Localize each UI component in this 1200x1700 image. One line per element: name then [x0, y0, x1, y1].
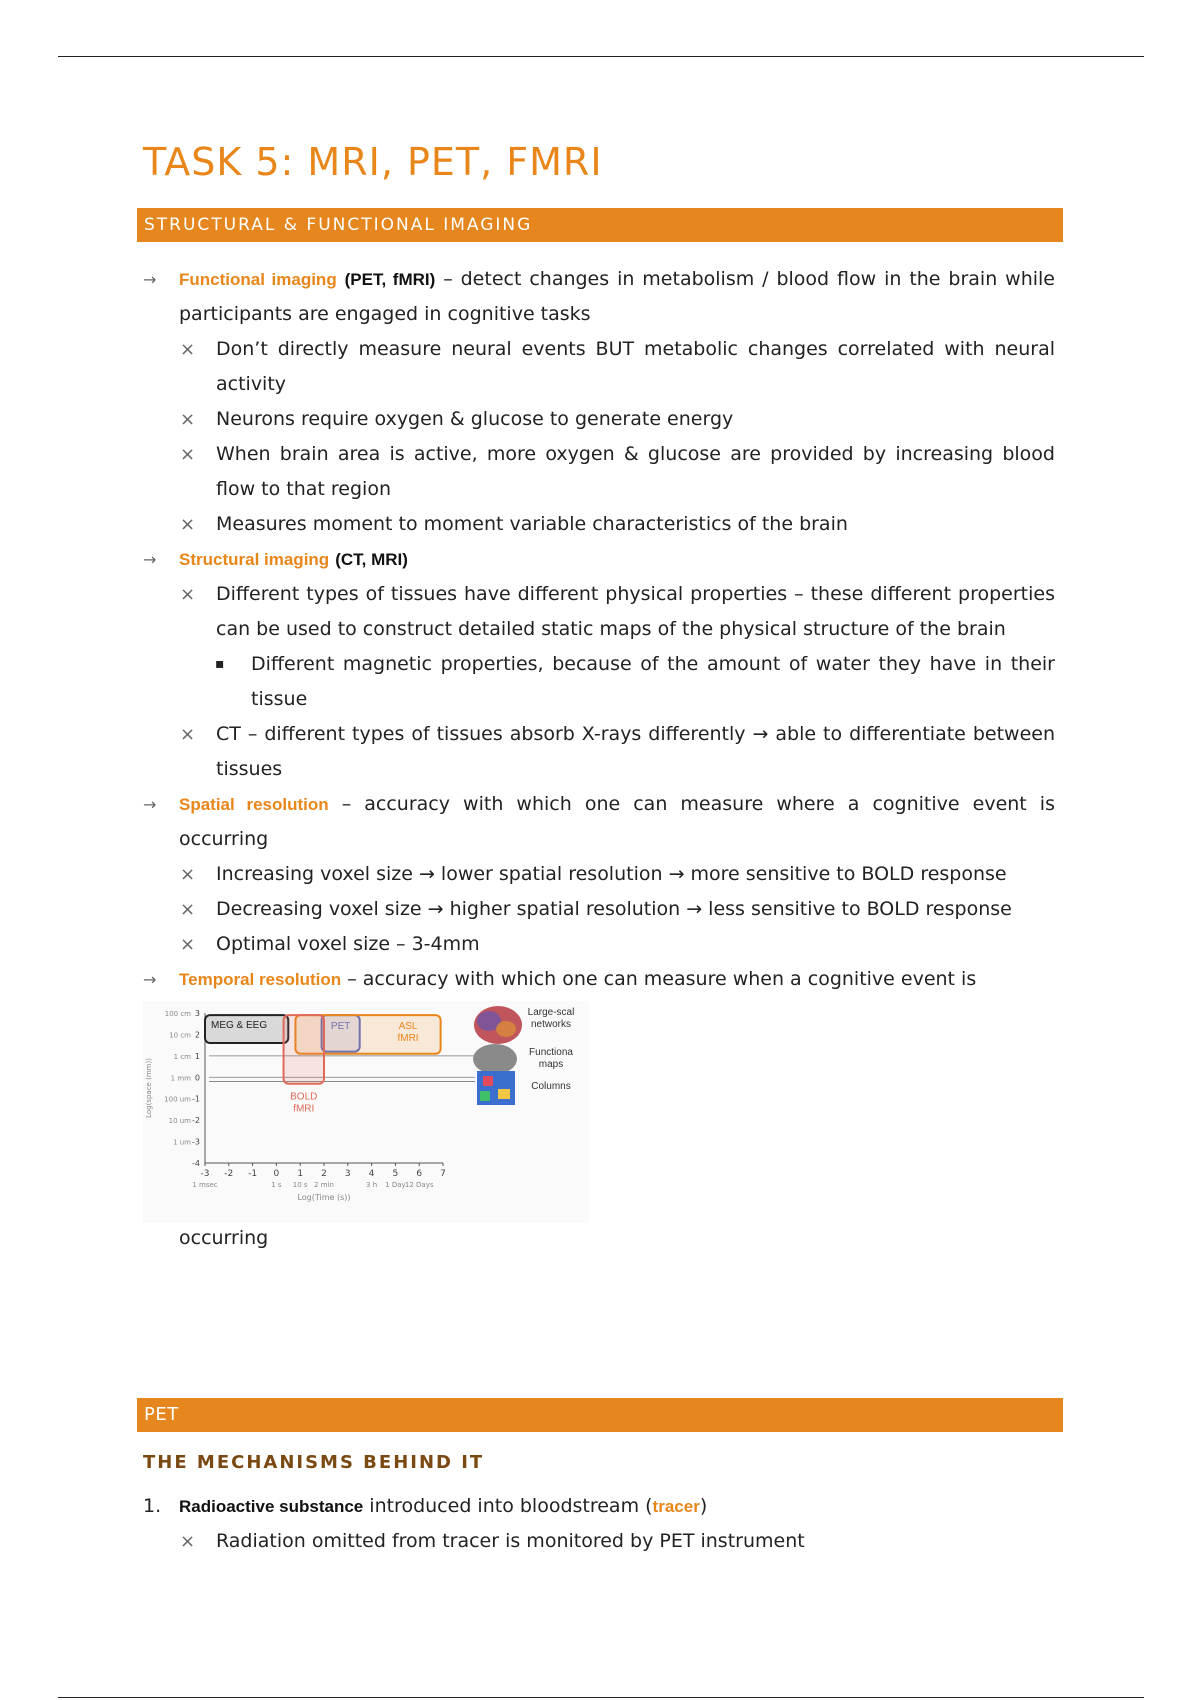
paren-structural: (CT, MRI) — [335, 550, 408, 569]
region-label: MEG & EEG — [211, 1020, 268, 1032]
list-subitem — [143, 437, 1055, 507]
columns-patch — [483, 1076, 493, 1086]
term-spatial: Spatial resolution — [179, 795, 329, 814]
list-item-functional — [143, 262, 1055, 332]
list-subitem — [143, 402, 1055, 437]
term-functional: Functional imaging — [179, 270, 337, 289]
arrow-icon: → — [143, 270, 157, 289]
step-text: introduced into bloodstream ( — [363, 1495, 653, 1517]
x-axis-label: Log(Time (s)) — [297, 1193, 351, 1202]
x-tick-label: 1 — [297, 1169, 304, 1179]
side-label: Columns — [531, 1081, 571, 1092]
imaging-content — [143, 262, 1055, 1253]
list-subitem — [143, 332, 1055, 402]
list-subitem — [143, 717, 1055, 787]
bullet-text: Different magnetic properties, because of the amount of water they have in their tissue — [251, 653, 1055, 710]
cross-icon: × — [180, 1531, 196, 1552]
x-tick-label: 3 — [344, 1169, 351, 1179]
brain-images — [473, 1006, 522, 1105]
list-subitem — [143, 892, 1055, 927]
term-tracer: tracer — [652, 1497, 700, 1516]
y-tick-value: -2 — [192, 1116, 200, 1126]
item-number: 1. — [143, 1495, 162, 1517]
region-label: fMRI — [397, 1033, 419, 1045]
term-radioactive: Radioactive substance — [179, 1497, 364, 1516]
list-subitem — [143, 857, 1055, 892]
y-tick-label: 100 cm — [164, 1010, 191, 1018]
side-label: Large-scal — [527, 1007, 575, 1018]
subitem-text: Different types of tissues have different physical properties – these different properties can be used to construct detailed static maps of the physical structure of the brain — [216, 583, 1055, 640]
region-label: fMRI — [293, 1103, 315, 1115]
brain-map-image — [473, 1044, 517, 1074]
x-tick-label: -3 — [200, 1169, 210, 1179]
x-tick-label: 2 — [321, 1169, 327, 1179]
x-sub-label: 12 Days — [404, 1181, 434, 1189]
columns-patch — [498, 1089, 510, 1099]
y-tick-value: 3 — [194, 1009, 200, 1018]
page-title: TASK 5: MRI, PET, FMRI — [143, 140, 603, 184]
text-functional: – detect changes in metabolism / blood flow in the brain while participants are engaged in cognitive tasks — [179, 268, 1055, 325]
list-item-temporal — [143, 962, 1055, 997]
subitem-text: When brain area is active, more oxygen & glucose are provided by increasing blood flow to that region — [216, 443, 1055, 500]
list-item-structural — [143, 542, 1055, 577]
text-spatial: – accuracy with which one can measure where a cognitive event is occurring — [179, 793, 1055, 850]
y-tick-label: 1 mm — [170, 1074, 191, 1083]
section-banner-pet: PET — [137, 1398, 1063, 1432]
resolution-figure — [143, 1001, 589, 1223]
y-tick-value: -1 — [192, 1094, 200, 1104]
arrow-icon: → — [143, 970, 157, 989]
side-label: networks — [530, 1019, 572, 1030]
paren-functional: (PET, fMRI) — [344, 270, 436, 289]
y-tick-label: 10 um — [168, 1117, 191, 1126]
cross-icon: × — [180, 409, 196, 430]
region-box — [284, 1015, 324, 1084]
temporal-continuation: occurring — [179, 1227, 269, 1249]
list-item-spatial — [143, 787, 1055, 857]
region-label: ASL — [398, 1021, 418, 1033]
brain-network-overlay — [496, 1021, 516, 1037]
resolution-chart — [143, 1001, 589, 1223]
y-tick-value: 1 — [194, 1051, 200, 1061]
columns-patch — [480, 1091, 490, 1101]
x-sub-label: 2 min — [314, 1181, 334, 1189]
x-sub-label: 3 h — [366, 1181, 378, 1189]
cross-icon: × — [180, 584, 196, 605]
side-label: maps — [538, 1059, 564, 1070]
y-tick-label: 1 cm — [173, 1052, 191, 1061]
side-label: Functiona — [529, 1047, 573, 1058]
text-temporal: – accuracy with which one can measure when a cognitive event is — [341, 968, 977, 990]
x-tick-label: 7 — [440, 1169, 446, 1179]
cross-icon: × — [180, 899, 196, 920]
step-close: ) — [699, 1495, 708, 1517]
subitem-text: Don’t directly measure neural events BUT metabolic changes correlated with neural activity — [216, 338, 1055, 395]
region-label: BOLD — [290, 1091, 318, 1103]
term-structural: Structural imaging — [179, 550, 330, 569]
x-sub-label: 10 s — [292, 1181, 308, 1189]
x-sub-label: 1 msec — [192, 1181, 218, 1189]
top-rule — [58, 56, 1144, 57]
square-bullet-icon: ▪ — [215, 656, 225, 672]
term-temporal: Temporal resolution — [179, 970, 342, 989]
list-subitem — [143, 507, 1055, 542]
x-tick-label: -1 — [248, 1169, 258, 1179]
subitem-text: Measures moment to moment variable characteristics of the brain — [216, 513, 848, 535]
region-label: PET — [330, 1021, 351, 1033]
x-sub-label: 1 Day — [385, 1181, 406, 1189]
list-bullet-item — [143, 647, 1055, 717]
x-tick-label: 6 — [416, 1169, 423, 1179]
arrow-icon: → — [143, 795, 157, 814]
y-tick-value: 2 — [194, 1030, 200, 1040]
section-banner-imaging: STRUCTURAL & FUNCTIONAL IMAGING — [137, 208, 1063, 242]
x-tick-label: 5 — [392, 1169, 399, 1179]
y-tick-value: -4 — [192, 1159, 200, 1168]
cross-icon: × — [180, 724, 196, 745]
cross-icon: × — [180, 339, 196, 360]
mechanisms-heading: THE MECHANISMS BEHIND IT — [143, 1452, 485, 1473]
y-tick-label: 10 cm — [169, 1031, 191, 1040]
numbered-item — [143, 1489, 1055, 1524]
bottom-rule — [58, 1697, 1144, 1698]
y-tick-label: 1 um — [173, 1138, 191, 1147]
y-tick-value: -3 — [192, 1137, 200, 1147]
cross-icon: × — [180, 864, 196, 885]
subitem-text: Decreasing voxel size → higher spatial resolution → less sensitive to BOLD response — [216, 898, 1012, 920]
subitem-text: Neurons require oxygen & glucose to generate energy — [216, 408, 734, 430]
subitem-text: CT – different types of tissues absorb X-rays differently → able to differentiate between tissues — [216, 723, 1055, 780]
list-subitem — [143, 577, 1055, 647]
x-tick-label: 4 — [368, 1169, 375, 1179]
pet-content — [143, 1452, 1055, 1559]
subitem-text: Radiation omitted from tracer is monitored by PET instrument — [216, 1530, 805, 1552]
arrow-icon: → — [143, 550, 157, 569]
y-axis-label: Log(space (mm)) — [145, 1058, 153, 1118]
y-tick-label: 100 um — [164, 1095, 191, 1104]
cross-icon: × — [180, 444, 196, 465]
y-tick-value: 0 — [194, 1073, 200, 1083]
x-tick-label: 0 — [273, 1169, 280, 1179]
cross-icon: × — [180, 514, 196, 535]
list-subitem — [143, 1524, 1055, 1559]
x-sub-label: 1 s — [271, 1181, 282, 1189]
cross-icon: × — [180, 934, 196, 955]
subitem-text: Optimal voxel size – 3-4mm — [216, 933, 480, 955]
list-subitem — [143, 927, 1055, 962]
x-tick-label: -2 — [224, 1169, 234, 1179]
subitem-text: Increasing voxel size → lower spatial resolution → more sensitive to BOLD response — [216, 863, 1007, 885]
